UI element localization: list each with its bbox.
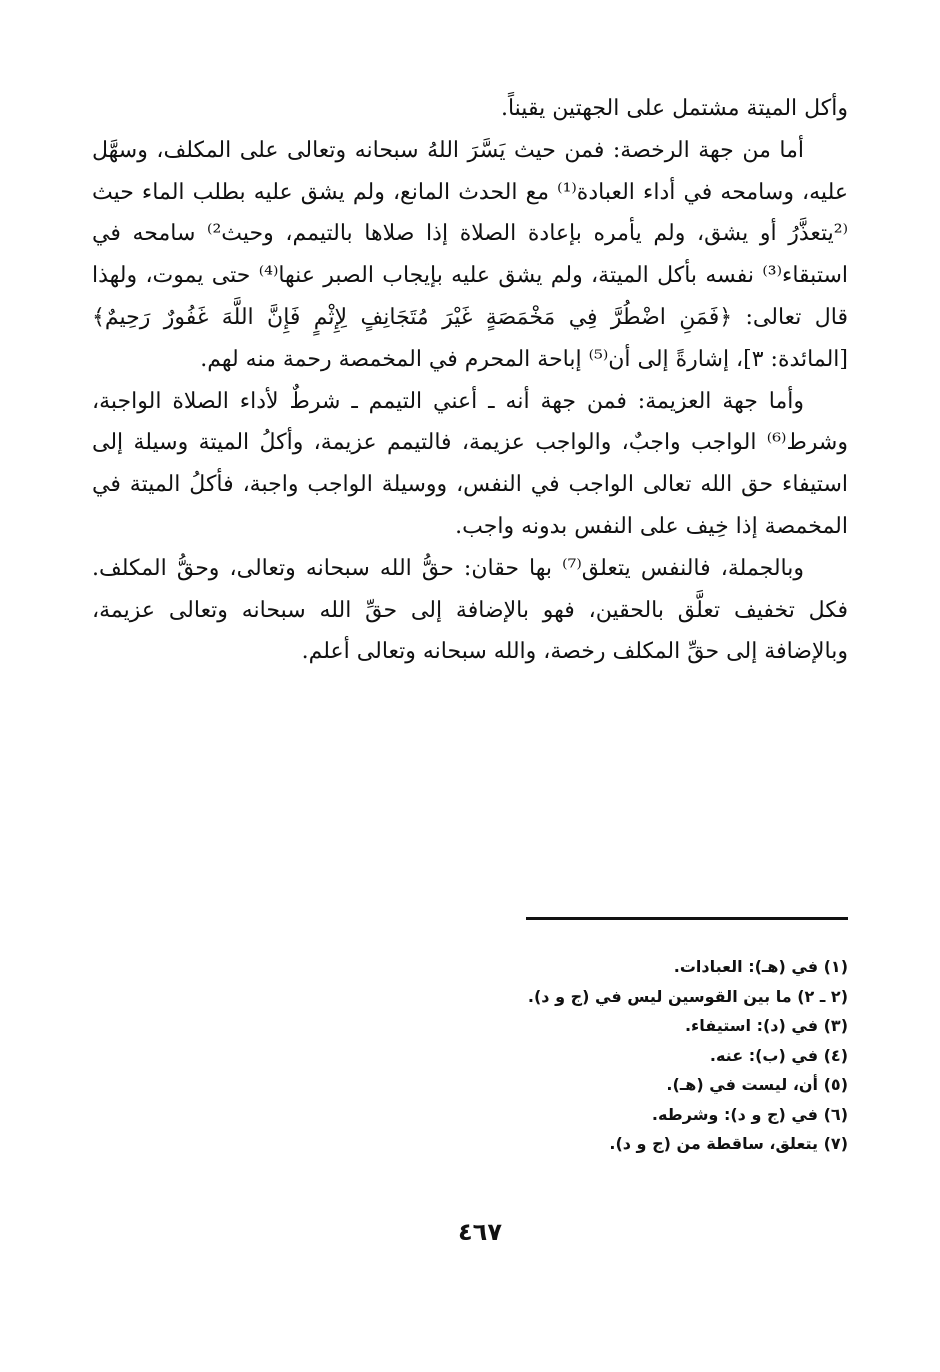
footnote-6: (٦) في (ج و د): وشرطه. xyxy=(651,1104,848,1124)
footnote-2: (٢ ـ ٢) ما بين القوسين ليس في (ج و د). xyxy=(527,986,848,1006)
footnote-1: (١) في (هـ): العبادات. xyxy=(673,957,848,976)
paragraph-rukhsa: أما من جهة الرخصة: فمن حيث يَسَّرَ اللهُ سبحانه وتعالى على المكلف، وسهَّل عليه، وسامحه في أداء العبادة⁽¹⁾ مع الحدث المانع، ولم يشق عليه بطلب الماء حيث ⁽²يتعذَّرُ أو يشق، ولم يأمره بإعادة الصلاة إذا صلاها بالتيمم، وحيث²⁾ سامحه في استبقاء⁽³⁾ نفسه بأكل الميتة، ولم يشق عليه بإيجاب الصبر عنها⁽⁴⁾ حتى يموت، ولهذا قال تعالى: ﴿فَمَنِ اضْطُرَّ فِي مَخْمَصَةٍ غَيْرَ مُتَجَانِفٍ لِإِثْمٍ فَإِنَّ اللَّهَ غَفُورٌ رَحِيمٌ﴾ [المائدة: ٣]، إشارةً إلى أن⁽⁵⁾ إباحة المحرم في المخمصة رحمة منه لهم. xyxy=(92,137,848,372)
footnote-5: (٥) أن، ليست في (هـ). xyxy=(666,1075,848,1094)
footnote-4: (٤) في (ب): عنه. xyxy=(709,1045,848,1065)
footnote-7: (٧) يتعلق، ساقطة من (ج و د). xyxy=(609,1134,848,1153)
footnote-3: (٣) في (د): استيفاء. xyxy=(684,1016,848,1035)
paragraph-conclusion: وبالجملة، فالنفس يتعلق⁽⁷⁾ بها حقان: حقُّ الله سبحانه وتعالى، وحقُّ المكلف. فكل تخفيف تعلَّق بالحقين، فهو بالإضافة إلى حقِّ الله سبحانه وتعالى عزيمة، وبالإضافة إلى حقِّ المكلف رخصة، والله سبحانه وتعالى أعلم. xyxy=(92,555,848,665)
footnotes-section xyxy=(348,952,848,1159)
main-text-body xyxy=(92,88,848,673)
paragraph-azima: وأما جهة العزيمة: فمن جهة أنه ـ أعني التيمم ـ شرطٌ لأداء الصلاة الواجبة، وشرط⁽⁶⁾ الواجب واجبٌ، والواجب عزيمة، فالتيمم عزيمة، وأكلُ الميتة وسيلة إلى استيفاء حق الله تعالى الواجب في النفس، ووسيلة الواجب واجبة، فأكلُ الميتة في المخمصة إذا خِيف على النفس بدونه واجب. xyxy=(92,388,848,539)
footnote-divider xyxy=(526,917,848,920)
paragraph-intro: وأكل الميتة مشتمل على الجهتين يقيناً. xyxy=(500,96,848,121)
page-number: ٤٦٧ xyxy=(458,1218,502,1246)
